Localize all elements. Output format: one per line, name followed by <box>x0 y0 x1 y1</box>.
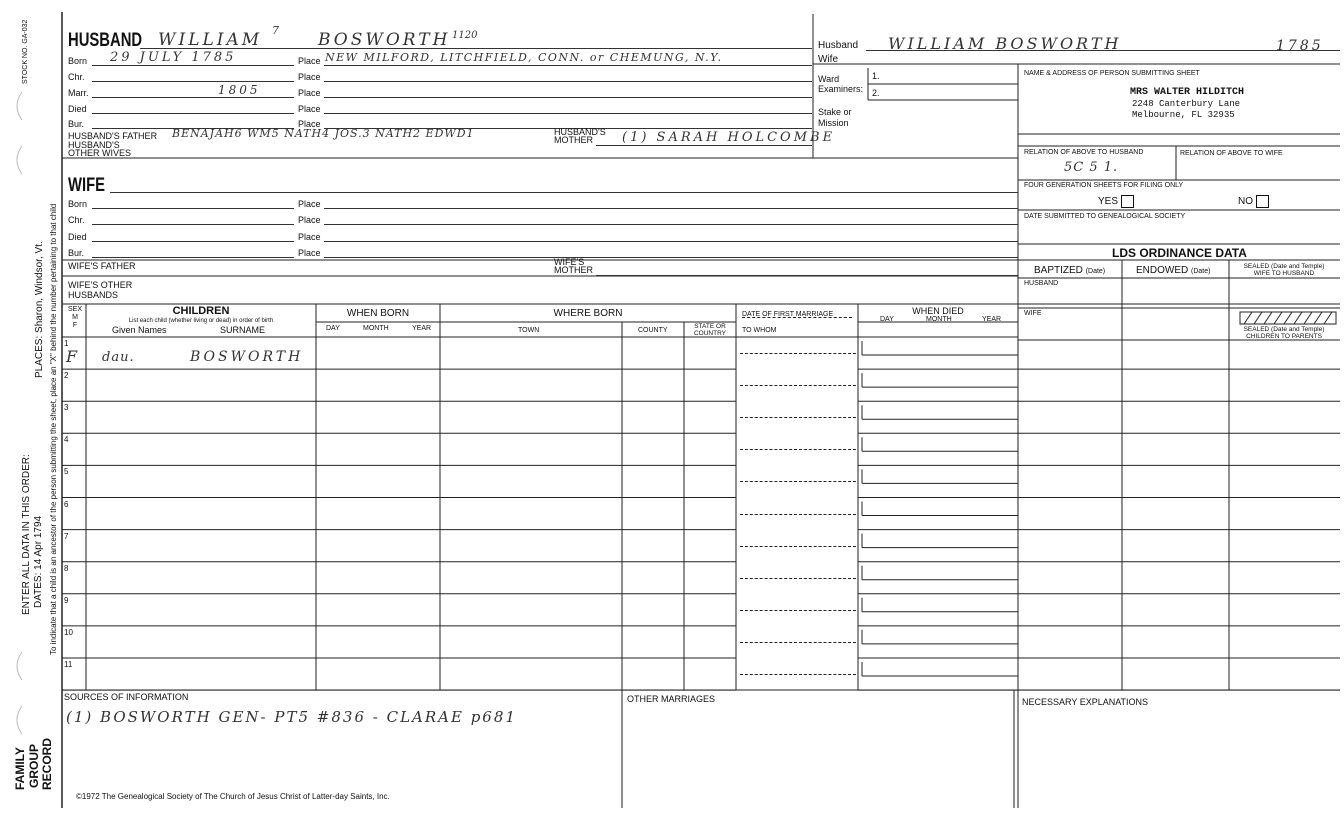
sex-header: SEX M F <box>67 306 82 329</box>
when-died-header: WHEN DIED <box>912 306 964 316</box>
submitter-label: NAME & ADDRESS OF PERSON SUBMITTING SHEET <box>1024 70 1200 77</box>
right-year-value[interactable]: 1785 <box>1276 38 1324 54</box>
no-checkbox[interactable] <box>1256 195 1269 208</box>
husband-given-name[interactable]: WILLIAM <box>158 30 263 50</box>
endowed-label: ENDOWED (Date) <box>1136 265 1211 276</box>
husband-other-wives-label: HUSBAND'S OTHER WIVES <box>68 140 132 158</box>
first-marriage-header: DATE OF FIRST MARRIAGE <box>742 311 834 318</box>
no-option[interactable]: NO <box>1238 195 1269 208</box>
stake-label: Stake or Mission <box>818 107 852 128</box>
yes-option[interactable]: YES <box>1098 195 1134 208</box>
husband-father-label: HUSBAND'S FATHER <box>68 131 158 141</box>
submitter-address-2: Melbourne, FL 32935 <box>1132 110 1235 120</box>
form-title-2: GROUP <box>27 743 41 788</box>
relation-husband-label: RELATION OF ABOVE TO HUSBAND <box>1024 149 1144 156</box>
place-label: Place <box>298 56 321 66</box>
place-label: Place <box>298 215 321 225</box>
stock-number: STOCK NO. GA-032 <box>22 19 29 84</box>
child-row-number: 8 <box>64 563 69 573</box>
child-row-number: 4 <box>64 435 69 445</box>
right-wife-label: Wife <box>818 54 838 65</box>
marriage-date-dashed-line <box>740 642 856 643</box>
died-month-header: MONTH <box>926 316 952 323</box>
examiner-2: 2. <box>872 88 880 98</box>
four-gen-label: FOUR GENERATION SHEETS FOR FILING ONLY <box>1024 182 1184 189</box>
yes-checkbox[interactable] <box>1121 195 1134 208</box>
place-label: Place <box>298 199 321 209</box>
place-label: Place <box>298 72 321 82</box>
child-row-number: 9 <box>64 595 69 605</box>
county-header: COUNTY <box>638 327 668 334</box>
place-label: Place <box>298 104 321 114</box>
chr-label: Chr. <box>68 215 85 225</box>
form-title-3: RECORD <box>40 737 54 790</box>
died-day-header: DAY <box>880 316 894 323</box>
place-label: Place <box>298 232 321 242</box>
died-year-header: YEAR <box>982 316 1002 323</box>
died-label: Died <box>68 232 87 242</box>
month-header: MONTH <box>363 325 389 332</box>
date-submitted-label: DATE SUBMITTED TO GENEALOGICAL SOCIETY <box>1024 213 1186 220</box>
form-title: FAMILY <box>13 747 27 790</box>
given-names-header: Given Names <box>112 325 167 335</box>
child-row-number: 6 <box>64 499 69 509</box>
child-row-number: 7 <box>64 531 69 541</box>
child-row-number: 3 <box>64 403 69 413</box>
bur-label: Bur. <box>68 248 85 258</box>
lds-heading: LDS ORDINANCE DATA <box>1112 246 1247 260</box>
child-sex[interactable]: F <box>66 347 81 366</box>
husband-mother-label: HUSBAND'S MOTHER <box>554 127 606 145</box>
marriage-date-dashed-line <box>740 481 856 482</box>
dates-note: DATES: 14 Apr 1794 <box>33 515 44 608</box>
wife-mother-label: WIFE'S MOTHER <box>554 257 593 275</box>
child-row-number: 2 <box>64 371 69 381</box>
place-label: Place <box>298 119 321 129</box>
other-marriages-label: OTHER MARRIAGES <box>627 694 716 704</box>
husband-marr-date[interactable]: 1805 <box>218 83 261 97</box>
marriage-date-dashed-line <box>740 385 856 386</box>
submitter-name: MRS WALTER HILDITCH <box>1130 87 1245 98</box>
marr-label: Marr. <box>68 88 89 98</box>
wife-father-label: WIFE'S FATHER <box>68 261 136 271</box>
marriage-date-dashed-line <box>740 417 856 418</box>
child-row-number: 10 <box>64 627 73 637</box>
wife-heading: WIFE <box>68 175 106 196</box>
place-label: Place <box>298 248 321 258</box>
marriage-date-dashed-line <box>740 610 856 611</box>
bur-label: Bur. <box>68 119 85 129</box>
day-header: DAY <box>326 325 340 332</box>
marriage-date-dashed-line <box>740 514 856 515</box>
husband-born-place[interactable]: NEW MILFORD, LITCHFIELD, CONN. or CHEMUNG, N.Y. <box>325 51 723 64</box>
born-label: Born <box>68 199 88 209</box>
place-label: Place <box>298 88 321 98</box>
wife-row-label: WIFE <box>1024 310 1042 317</box>
where-born-header: WHERE BORN <box>553 308 623 319</box>
examiners-label: Examiners: <box>818 84 864 94</box>
necessary-explanations-label: NECESSARY EXPLANATIONS <box>1022 697 1149 707</box>
husband-father-value[interactable]: BENAJAH6 WM5 NATH4 JOS.3 NATH2 EDWD1 <box>172 127 475 140</box>
marriage-date-dashed-line <box>740 578 856 579</box>
husband-mother-value[interactable]: (1) SARAH HOLCOMBE <box>622 130 836 145</box>
chr-label: Chr. <box>68 72 85 82</box>
ancestor-instruction: To indicate that a child is an ancestor of the person submitting the sheet, place an "X" behind the number pertaining to that child <box>49 203 58 655</box>
surname-header: SURNAME <box>220 325 266 335</box>
marriage-date-dashed-line <box>740 449 856 450</box>
sealed-wife-label: SEALED (Date and Temple) WIFE TO HUSBAND <box>1243 263 1325 277</box>
died-label: Died <box>68 104 87 114</box>
relation-value[interactable]: 5C 5 1. <box>1064 160 1119 175</box>
year-header: YEAR <box>412 325 432 332</box>
to-whom-header: TO WHOM <box>742 327 777 334</box>
children-header: CHILDREN <box>172 305 230 317</box>
child-row-number: 5 <box>64 467 69 477</box>
child-row-number: 11 <box>64 660 73 669</box>
husband-surname[interactable]: BOSWORTH <box>318 30 451 50</box>
husband-born-date[interactable]: 29 JULY 1785 <box>110 50 237 65</box>
submitter-address-1: 2248 Canterbury Lane <box>1132 99 1241 109</box>
child-surname[interactable]: BOSWORTH <box>190 349 304 365</box>
relation-wife-label: RELATION OF ABOVE TO WIFE <box>1180 150 1283 157</box>
enter-all-note: ENTER ALL DATA IN THIS ORDER: <box>21 454 32 615</box>
examiner-1: 1. <box>872 71 880 81</box>
marriage-date-dashed-line <box>740 353 856 354</box>
sealed-children-label: SEALED (Date and Temple) CHILDREN TO PARENTS <box>1243 326 1325 340</box>
copyright: ©1972 The Genealogical Society of The Church of Jesus Christ of Latter-day Saints, Inc. <box>76 792 390 801</box>
sources-value[interactable]: (1) BOSWORTH GEN- PT5 #836 - CLARAE p681 <box>66 708 517 726</box>
places-note: PLACES: Sharon, Windsor, Vt. <box>34 241 45 378</box>
child-row-number: 1 <box>64 339 69 348</box>
husband-heading: HUSBAND <box>68 30 143 51</box>
husband-ref[interactable]: 1120 <box>452 30 478 41</box>
ward-label: Ward <box>818 74 840 84</box>
right-husband-label: Husband <box>818 40 859 51</box>
baptized-label: BAPTIZED (Date) <box>1034 265 1106 276</box>
husband-generation[interactable]: 7 <box>272 24 282 37</box>
when-born-header: WHEN BORN <box>346 308 410 319</box>
right-husband-value[interactable]: WILLIAM BOSWORTH <box>888 34 1122 53</box>
husband-row-label: HUSBAND <box>1024 280 1059 287</box>
wife-other-husbands-label: WIFE'S OTHER HUSBANDS <box>68 280 133 300</box>
child-given-name[interactable]: dau. <box>102 350 135 365</box>
state-header: STATE OR COUNTRY <box>693 323 727 337</box>
children-note: List each child (whether living or dead) in order of birth <box>128 318 274 324</box>
born-label: Born <box>68 56 88 66</box>
town-header: TOWN <box>518 327 540 334</box>
marriage-date-dashed-line <box>740 674 856 675</box>
sources-label: SOURCES OF INFORMATION <box>64 692 189 702</box>
marriage-date-dashed-line <box>740 546 856 547</box>
